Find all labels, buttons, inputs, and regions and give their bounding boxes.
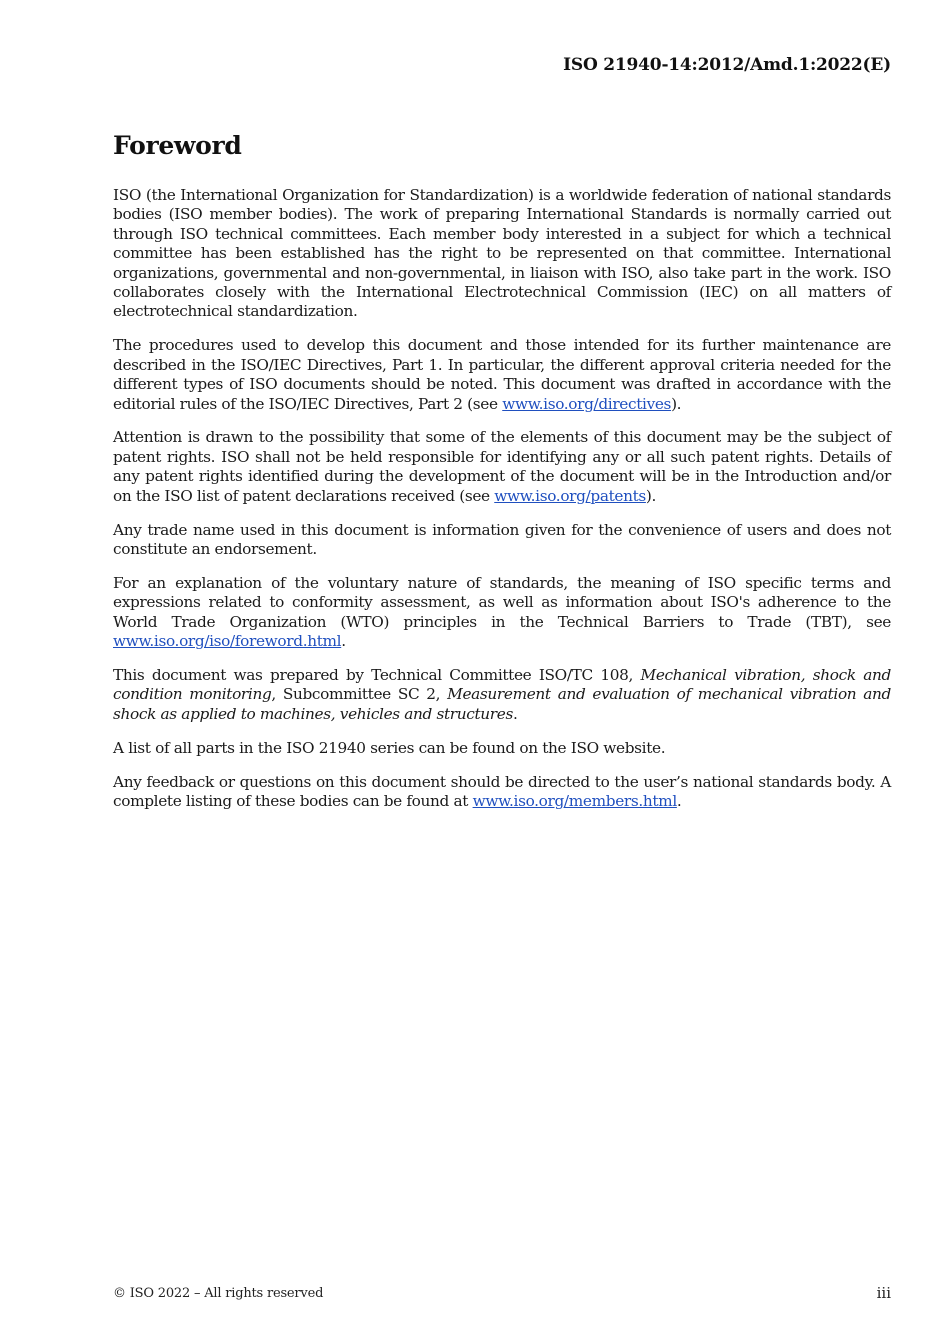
foreword-link[interactable]: www.iso.org/iso/foreword.html (113, 632, 342, 651)
paragraph-text: This document was prepared by Technical Committee ISO/TC 108, (113, 666, 641, 685)
patents-link[interactable]: www.iso.org/patents (494, 486, 646, 505)
paragraph-patents (113, 428, 891, 506)
paragraph-iso-overview: ISO (the International Organization for Standardization) is a worldwide federation of national standards bodies (ISO member bodies). The work of preparing International Standards is normally carried out through ISO technical committees. Each member body interested in a subject for which a technical committee has been established has the right to be represented on that committee. International organizations, governmental and non-governmental, in liaison with ISO, also take part in the work. ISO collaborates closely with the International Electrotechnical Commission (IEC) on all matters of electrotechnical standardization. (113, 186, 891, 321)
paragraph-text: Attention is drawn to the possibility that some of the elements of this document may be the subject of patent rights. ISO shall not be held responsible for identifying any or all such patent rights. Details of any patent rights identified during the development of the document will be in the Introduction and/or on the ISO list of patent declarations received (see (113, 428, 891, 505)
paragraph-feedback (113, 773, 891, 812)
members-link[interactable]: www.iso.org/members.html (472, 792, 677, 811)
paragraph-text: ). (671, 394, 682, 413)
subcommittee-title: Measurement and evaluation of mechanical vibration and shock as applied to machines, vehicles and structures (113, 685, 891, 723)
paragraph-text: . (341, 632, 346, 651)
page-number: iii (876, 1284, 891, 1302)
page-title: Foreword (113, 131, 242, 160)
document-id: ISO 21940-14:2012/Amd.1:2022(E) (563, 55, 891, 75)
paragraph-text: , Subcommittee SC 2, (271, 685, 448, 704)
paragraph-series-list: A list of all parts in the ISO 21940 series can be found on the ISO website. (113, 738, 666, 757)
paragraph-text: . (676, 792, 682, 811)
directives-link[interactable]: www.iso.org/directives (502, 394, 672, 413)
paragraph-text: ). (645, 486, 657, 505)
paragraph-voluntary-nature (113, 574, 891, 652)
paragraph-trade-name: Any trade name used in this document is information given for the convenience of users and does not constitute an endorsement. (113, 520, 891, 558)
paragraph-committee (113, 666, 891, 724)
paragraph-procedures (113, 336, 891, 414)
paragraph-text: Any feedback or questions on this document should be directed to the user’s national standards body. A complete listing of these bodies can be found at (113, 772, 891, 811)
footer-copyright: © ISO 2022 – All rights reserved (113, 1286, 324, 1301)
paragraph-text: For an explanation of the voluntary nature of standards, the meaning of ISO specific terms and expressions related to conformity assessment, as well as information about ISO's adherence to the World Trade Organization (WTO) principles in the Technical Barriers to Trade (TBT), see (113, 573, 891, 631)
committee-title: Mechanical vibration, shock and condition monitoring (113, 666, 891, 704)
foreword-content (113, 186, 891, 826)
paragraph-text: . (512, 704, 518, 723)
paragraph-text: The procedures used to develop this document and those intended for its further maintenance are described in the ISO/IEC Directives, Part 1. In particular, the different approval criteria needed for the different types of ISO documents should be noted. This document was drafted in accordance with the editorial rules of the ISO/IEC Directives, Part 2 (see (113, 336, 891, 413)
